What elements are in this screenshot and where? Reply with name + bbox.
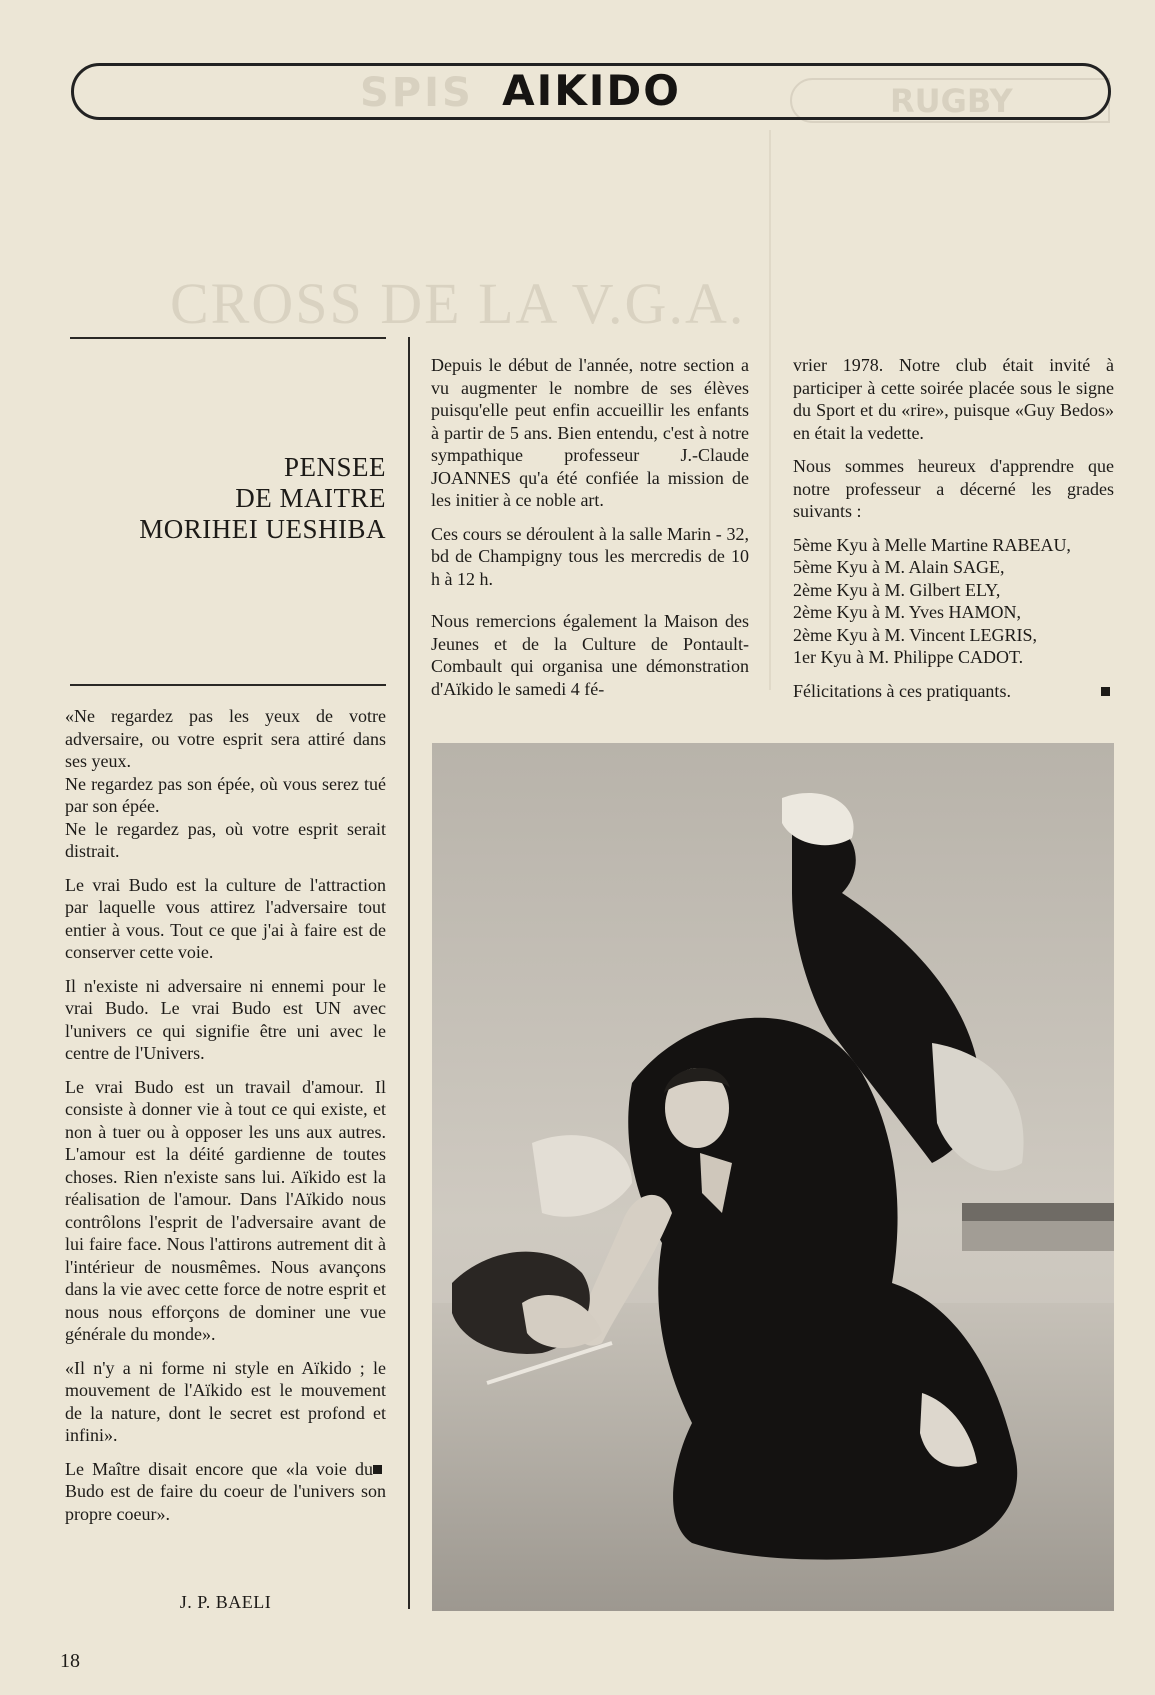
column-separator — [408, 337, 410, 1609]
paragraph: Ne le regardez pas, où votre esprit serait distrait. — [65, 818, 386, 861]
end-mark-icon — [373, 1465, 382, 1474]
grades-list — [793, 534, 1114, 669]
paragraph-last — [65, 1458, 386, 1526]
heading-line-1: PENSEE — [283, 452, 386, 482]
show-through-title: CROSS DE LA V.G.A. — [170, 271, 746, 336]
grade-item: 5ème Kyu à Melle Martine RABEAU, — [793, 534, 1071, 555]
ghost-header-left: SPIS — [360, 70, 474, 116]
heading-bottom-rule — [70, 684, 386, 686]
author-signature: J. P. BAELI — [179, 1592, 272, 1612]
closing-text: Félicitations à ces pratiquants. — [793, 680, 1011, 701]
paragraph: Nous sommes heureux d'apprendre que notre professeur a décerné les grades suivants : — [793, 456, 1114, 521]
grade-item: 2ème Kyu à M. Gilbert ELY, — [793, 579, 1001, 600]
ghost-header-right: RUGBY — [890, 82, 1013, 120]
grade-item: 2ème Kyu à M. Vincent LEGRIS, — [793, 624, 1038, 645]
article-heading — [70, 452, 386, 545]
heading-line-3: MORIHEI UESHIBA — [139, 514, 386, 544]
paragraph: Ces cours se déroulent à la salle Marin - 32, bd de Champigny tous les mercredis de 10 h à 12 h. — [431, 523, 749, 589]
paragraph: «Il n'y a ni forme ni style en Aïkido ; le mouvement de l'Aïkido est le mouvement de la nature, dont le secret est profond et infini». — [65, 1357, 386, 1445]
grade-item: 2ème Kyu à M. Yves HAMON, — [793, 602, 1021, 622]
heading-top-rule — [70, 337, 386, 339]
paragraph: vrier 1978. Notre club était invité à participer à cette soirée placée sous le signe du Sport et du «rire», puisque «Guy Bedos» en était la vedette. — [793, 355, 1114, 443]
paragraph-text: Le Maître disait encore que «la voie du Budo est de faire du coeur de l'univers son propre coeur». — [65, 1458, 386, 1524]
paragraph: Il n'existe ni adversaire ni ennemi pour le vrai Budo. Le vrai Budo est UN avec l'univers ce qui signifie être uni avec le centre de l'Univers. — [65, 975, 386, 1063]
closing-line — [793, 680, 1114, 703]
paragraph: Ne regardez pas son épée, où vous serez tué par son épée. — [65, 773, 386, 816]
paragraph: Nous remercions également la Maison des Jeunes et de la Culture de Pontault-Combault qui organisa une démonstration d'Aïkido le samedi 4 fé- — [431, 611, 749, 699]
heading-line-2: DE MAITRE — [235, 483, 386, 513]
grade-item: 1er Kyu à M. Philippe CADOT. — [793, 647, 1024, 667]
paragraph: Depuis le début de l'année, notre section a vu augmenter le nombre de ses élèves puisqu'elle peut enfin accueillir les enfants à partir de 5 ans. Bien entendu, c'est à notre sympathique professeur J.-Claude JOANNES qu'a été confiée la mission de les initier à ce noble art. — [431, 355, 749, 510]
right-column — [793, 354, 1114, 713]
grade-item: 5ème Kyu à M. Alain SAGE, — [793, 557, 1005, 577]
aikido-throw-illustration — [432, 743, 1114, 1611]
page-number: 18 — [60, 1650, 80, 1672]
paragraph: Le vrai Budo est un travail d'amour. Il consiste à donner vie à tout ce qui existe, et non à tuer ou à opposer les uns aux autres. L'amour est la déité gardienne de toutes choses. Rien n'existe sans lui. Aïkido est la réalisation de l'amour. Dans l'Aïkido nous contrôlons l'esprit de l'adversaire avant de lui faire face. Nous l'attirons autrement dit à l'intérieur de nousmêmes. Nous avançons dans la vie avec cette force de notre esprit et nous nous efforçons de dominer une vue générale du monde». — [65, 1076, 386, 1344]
paragraph: «Ne regardez pas les yeux de votre adversaire, ou votre esprit sera attiré dans ses yeux. — [65, 706, 386, 771]
paragraph: Le vrai Budo est la culture de l'attraction par laquelle vous attirez l'adversaire tout entier à vous. Tout ce que j'ai à faire est de conserver cette voie. — [65, 874, 386, 962]
section-title: AIKIDO — [502, 66, 681, 115]
middle-column — [431, 354, 749, 711]
left-column — [65, 705, 386, 1536]
aikido-photo — [432, 743, 1114, 1611]
show-through-line — [769, 130, 771, 690]
end-mark-icon — [1101, 687, 1110, 696]
